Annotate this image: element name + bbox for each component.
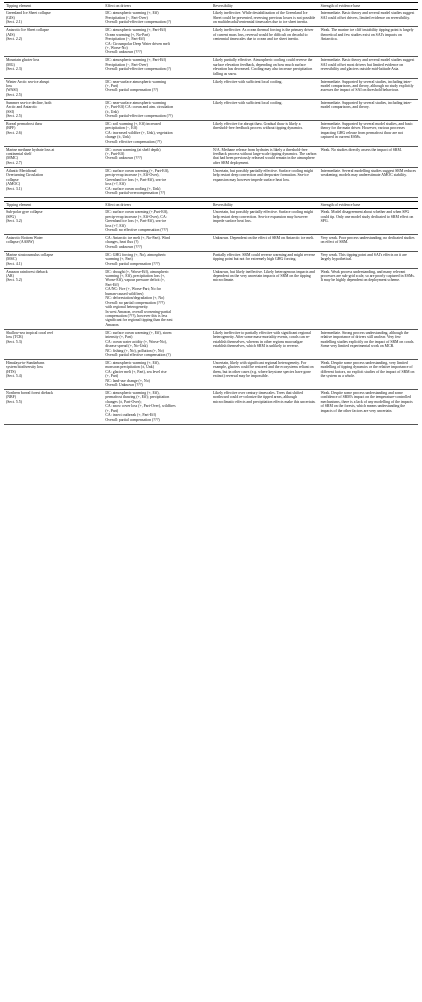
tipping-element-cell	[4, 359, 103, 389]
driver-line: Overall: partial-effective compensation (?)	[105, 20, 171, 25]
reversibility-cell: Partially effective. SRM could reverse warming and might reverse tipping point but not for extremely high GHG forcing.	[211, 251, 319, 268]
effect-on-drivers-cell	[103, 209, 211, 235]
driver-line: DC: atmospheric warming (+, Part-Eff)	[105, 58, 167, 63]
evidence-cell: Intermediate. Supported by several model studies, and basic theory for the main driver. However, various processes impacting GHG release from permafrost thaw are not captured in current ESMs.	[319, 120, 418, 146]
table-row	[4, 390, 418, 425]
evidence-cell: Weak. Weak process understanding, and many relevant processes are sub-grid scale, so are poorly captured in ESMs. It may be highly dependent on deployment scheme.	[319, 268, 418, 329]
reversibility-cell: Unknown. Dependent on the effect of SRM on Antarctic ice melt.	[211, 235, 319, 252]
driver-line: Overall: partial-effective compensation (?)	[105, 67, 171, 72]
evidence-cell: Very weak. This tipping point and SAI's effects on it are largely hypothetical.	[319, 251, 418, 268]
tipping-element-line: Shallow-sea tropical coral reef	[6, 330, 54, 335]
driver-line: warming (+, Part)	[105, 257, 133, 262]
driver-line: disease spread (+, No-Unk)	[105, 344, 148, 349]
tipping-element-line: Boreal permafrost thaw	[6, 121, 43, 126]
tipping-element-line: (Sect. 5.5)	[6, 399, 22, 404]
tipping-element-cell	[4, 329, 103, 359]
tipping-element-line: (Sect. 2.3)	[6, 67, 22, 72]
driver-line: DC: ocean warming (at shelf depth)	[105, 147, 161, 152]
driver-line: compensation (???), however this is less	[105, 314, 168, 319]
driver-line: Greenland ice loss (+, Part-Eff), sea-ice	[105, 177, 167, 182]
effect-on-drivers-cell	[103, 146, 211, 167]
tipping-element-line: (SPG)	[6, 214, 16, 219]
evidence-cell: Intermediate. Supported by several studies, including inter-model comparisons, and theory, although no study explicitly assesses the impact of SAI on threshold behaviour.	[319, 78, 418, 99]
effect-on-drivers-cell	[103, 167, 211, 197]
evidence-cell: Weak. Despite some process understanding, very limited modelling of tipping dynamics or the relative importance of different factors, no explicit studies of the impact of SRM on the system as a whole.	[319, 359, 418, 389]
driver-line: (+, Part-Eff)	[105, 152, 125, 157]
header-tipping-element: Tipping element	[4, 3, 103, 10]
driver-line: DC: near-surface atmospheric warming	[105, 79, 167, 84]
table-row	[4, 27, 418, 57]
evidence-cell: Intermediate. Basic theory and several model studies suggest SAI could offset most drivers but limited evidence on reversibility and glaciers outside mid-latitude Asia.	[319, 57, 418, 78]
driver-line: CA: insect outbreak (+, Part-Eff)	[105, 413, 157, 418]
driver-line: loss (+?, Eff)	[105, 223, 126, 228]
driver-line: Worse-Eff), vapour pressure deficit (+,	[105, 278, 165, 283]
reversibility-cell: Likely effective over century timescales. Trees that shifted northward could re-colonize the tipped areas, although microclimatic effects and precipitation effects make this uncertain.	[211, 390, 319, 425]
driver-line: NC: fishing (+, No), pollution (+, No)	[105, 348, 164, 353]
driver-line: (+, Part)	[105, 374, 119, 379]
tipping-element-line: (Sect. 2.1)	[6, 20, 22, 25]
tipping-element-line: Greenland Ice Sheet collapse	[6, 11, 51, 16]
driver-line: Amazon.	[105, 322, 120, 327]
tipping-element-cell	[4, 251, 103, 268]
table-row	[4, 251, 418, 268]
effect-on-drivers-cell	[103, 99, 211, 120]
driver-line: Overall: partial compensation (???)	[105, 261, 160, 266]
effect-on-drivers-cell	[103, 268, 211, 329]
driver-line: DC: near-surface atmospheric warming	[105, 100, 167, 105]
driver-line: CA: increased wildfire (+, Unk), vegetation	[105, 130, 173, 135]
effect-on-drivers-cell	[103, 78, 211, 99]
tipping-element-line: Antarctic Bottom Water	[6, 236, 43, 240]
tipping-element-line: (HTS)	[6, 369, 16, 374]
driver-line: DC: atmospheric warming (+, Eff)	[105, 11, 159, 16]
reversibility-cell: Uncertain, likely with significant regional heterogeneity. For example, glaciers could be restored and the ecosystems reliant on them, but in other cases (e.g. where keystone species have gone extinct) reversal may be impossible.	[211, 359, 319, 389]
tipping-element-line: continental shelf	[6, 152, 32, 157]
driver-line: Overall: unknown (???)	[105, 50, 142, 55]
tipping-element-cell	[4, 99, 103, 120]
tipping-element-cell	[4, 57, 103, 78]
driver-line: precipitation (−, Eff)	[105, 126, 138, 131]
table-row	[4, 167, 418, 197]
tipping-element-line: loss	[6, 83, 12, 88]
table-header-row-repeat	[4, 201, 418, 208]
driver-line: CA: Circumpolar Deep Water driven melt	[105, 41, 170, 46]
driver-line: CA: Antarctic ice melt (+, No-Part). Wind	[105, 236, 171, 240]
effect-on-drivers-cell	[103, 359, 211, 389]
evidence-cell: Intermediate. Supported by several studies, including inter-model comparisons, and theory.	[319, 99, 418, 120]
driver-line: warming (+, Eff), precipitation loss (+,	[105, 273, 166, 278]
driver-line: DC: atmospheric warming (+, Eff),	[105, 360, 160, 365]
driver-line: DC: surface ocean warming (+, Part-Eff),	[105, 168, 170, 173]
table-body-2	[4, 209, 418, 424]
tipping-element-line: system biodiversity loss	[6, 365, 43, 370]
tipping-element-line: collapse	[6, 177, 19, 182]
driver-line: loss (+?, Eff)	[105, 182, 126, 187]
table-header-row	[4, 3, 418, 10]
driver-line: Overall: partial compensation (??)	[105, 88, 158, 93]
effect-on-drivers-cell	[103, 235, 211, 252]
driver-line: Overall: partial-overcompensation (??)	[105, 191, 166, 196]
driver-line: Overall: partial effective compensation (?)	[105, 353, 171, 358]
tipping-element-line: (MSC)	[6, 257, 17, 262]
driver-line: Ocean warming (+, No-Part)	[105, 32, 150, 37]
reversibility-cell: Likely partially effective. Atmospheric cooling could reverse the surface elevation feedback, depending on how much surface elevation has decreased. Cooling may also increase precipitation falling as snow.	[211, 57, 319, 78]
tipping-element-line: Sub-polar gyre collapse	[6, 210, 43, 215]
effect-on-drivers-cell	[103, 10, 211, 27]
tipping-element-line: (AMOC)	[6, 182, 21, 187]
tipping-element-cell	[4, 268, 103, 329]
driver-line: Precipitation (−, Part-Over)	[105, 62, 148, 67]
table-row	[4, 209, 418, 235]
table-row	[4, 235, 418, 252]
tipping-element-line: (Sect. 2.2)	[6, 37, 22, 42]
tipping-element-cell	[4, 209, 103, 235]
reversibility-cell: Likely ineffective to partially effective with significant regional heterogeneity. After some mass-mortality events, corals can re-establish themselves, whereas in other regions macroalgae establish themselves, which SRM is unlikely to reverse.	[211, 329, 319, 359]
reversibility-cell: Uncertain, but possibly partially effective. Surface cooling might help restart deep convection and deepwater formation. Sea-ice expansion may however impede surface heat loss.	[211, 167, 319, 197]
header-reversibility: Reversibility	[211, 201, 319, 208]
driver-line: change (±, Unk)	[105, 135, 131, 140]
header-evidence-base: Strength of evidence base	[319, 3, 418, 10]
reversibility-cell: Likely effective with sufficient local cooling.	[211, 78, 319, 99]
driver-line: DC: drought (+, Worse-Eff), atmospheric	[105, 269, 169, 274]
tipping-element-line: Marine methane hydrate loss at	[6, 147, 55, 152]
driver-line: CA/NC: Fire (+, Worse-Part; No for	[105, 287, 161, 292]
effect-on-drivers-cell	[103, 57, 211, 78]
tipping-element-cell	[4, 120, 103, 146]
tipping-element-line: Marine stratocumulus collapse	[6, 252, 54, 257]
driver-line: DC: soil warming (+, Eff) increased	[105, 121, 161, 126]
driver-line: changes, heat flux (?)	[105, 240, 139, 245]
driver-line: NC: land-use change (+, No)	[105, 378, 150, 383]
reversibility-cell: Unknown, but likely ineffective. Likely heterogenous impacts and dependent on the very uncertain impacts of SRM on the tipping microclimate.	[211, 268, 319, 329]
header-effect-on-drivers: Effect on drivers	[103, 201, 211, 208]
tipping-element-line: (Sect. 2.6)	[6, 130, 22, 135]
table-body-1	[4, 10, 418, 197]
tipping-element-line: Amazon rainforest dieback	[6, 269, 48, 274]
table-row	[4, 10, 418, 27]
tipping-element-line: (Sect. 2.7)	[6, 160, 22, 165]
tipping-element-line: Winter Arctic sea-ice abrupt	[6, 79, 50, 84]
driver-line: DC: atmospheric warming (+, Eff),	[105, 391, 160, 395]
driver-line: Greenland ice loss (+, Part-Eff), sea-ice	[105, 219, 167, 224]
tipping-element-line: (Sect. 5.2)	[6, 278, 22, 283]
driver-line: Overall: no effective compensation (???)	[105, 228, 169, 233]
evidence-cell: Weak. Despite some process understanding and some confidence of SRM's impact on the temperature-controlled mechanisms, there is a lack of any modelling of the impacts of SRM on the forests, which means understanding the impacts of the other factors are very uncertain.	[319, 390, 418, 425]
table-row	[4, 57, 418, 78]
tipping-element-line: (Sect. 2.5)	[6, 114, 22, 119]
tipping-element-line: (AR)	[6, 273, 14, 278]
driver-line: significant for regional tipping than the east	[105, 318, 173, 323]
driver-line: CA: surface ocean cooling (+, Unk)	[105, 186, 161, 191]
evidence-cell: Weak. No studies directly assess the impact of SRM.	[319, 146, 418, 167]
reversibility-cell: Uncertain, but possibly partially effective. Surface cooling might help restart deep convection. Sea-ice expansion may however impede surface heat loss.	[211, 209, 319, 235]
driver-line: (+, Part)	[105, 408, 119, 413]
tipping-element-cell	[4, 10, 103, 27]
tipping-element-line: Overturning Circulation	[6, 173, 44, 178]
driver-line: DC: surface ocean warming (+, Eff), storm	[105, 330, 172, 335]
evidence-cell: Very weak. Poor process understanding; no dedicated studies on effect of SRM.	[319, 235, 418, 252]
tipping-element-line: (GIS)	[6, 15, 15, 20]
tipping-elements-table	[4, 2, 418, 425]
driver-line: NC: deforestation/degradation (+, No)	[105, 296, 165, 301]
driver-line: Overall: Unknown (???)	[105, 383, 143, 388]
driver-line: (±, Unk)	[105, 109, 119, 114]
reversibility-cell: Likely effective for abrupt thaw. Gradual thaw is likely a threshold-free feedback process without tipping dynamics.	[211, 120, 319, 146]
driver-line: with regional heterogeneity.	[105, 305, 149, 310]
driver-line: monsoon precipitation (±, Unk)	[105, 365, 155, 370]
tipping-element-cell	[4, 235, 103, 252]
tipping-element-line: (WASI)	[6, 88, 18, 93]
header-reversibility: Reversibility	[211, 3, 319, 10]
evidence-cell: Weak. Model disagreement about whether and when SPG could tip. Only one model study dedicated to SRM effect on SPG.	[319, 209, 418, 235]
table-row	[4, 268, 418, 329]
driver-line: Overall: no partial compensation (???)	[105, 300, 165, 305]
reversibility-cell: N/A. Methane release from hydrates is likely a threshold-free feedback process without large-scale tipping dynamics. The carbon that had been previously released would remain in the atmosphere after SRM deployment.	[211, 146, 319, 167]
tipping-element-cell	[4, 167, 103, 197]
evidence-cell: Intermediate. Basic theory and several model studies suggest SAI could offset drivers, limited evidence on reversibility.	[319, 10, 418, 27]
tipping-element-line: (AIS)	[6, 32, 15, 37]
tipping-element-line: Summer sea-ice decline, both	[6, 100, 52, 105]
tipping-element-line: Atlantic Meridional	[6, 168, 37, 173]
driver-line: (+, Worse-No)	[105, 46, 128, 51]
table-row	[4, 120, 418, 146]
tipping-element-line: Arctic and Antarctic	[6, 105, 38, 110]
table-row	[4, 78, 418, 99]
driver-line: CA: ocean water acidity (+, Worse-No),	[105, 339, 167, 344]
tipping-element-cell	[4, 78, 103, 99]
table-row	[4, 146, 418, 167]
driver-line: DC: atmospheric warming (+, Part-Eff)	[105, 28, 167, 33]
driver-line: CA: snow cover loss (+, Part-Over), wildfires	[105, 404, 176, 409]
tipping-element-line: Mountain glacier loss	[6, 58, 40, 63]
tipping-element-line: Northern boreal forest dieback	[6, 391, 54, 395]
tipping-element-line: Himalaya-to-Sundarbans	[6, 360, 45, 365]
tipping-element-line: (Sect. 5.3)	[6, 339, 22, 344]
driver-line: permafrost thawing (+, Eff); precipitation	[105, 395, 170, 400]
reversibility-cell: Likely ineffective. As ocean thermal forcing is the primary driver of current mass loss, reversal would be difficult on decadal to centennial timescales due to ocean and ice sheet inertia.	[211, 27, 319, 57]
tipping-element-line: (Sect. 4.1)	[6, 261, 22, 266]
driver-line: DC: GHG forcing (+, No), atmospheric	[105, 252, 167, 257]
driver-line: DC: surface ocean warming (+,Part-Eff),	[105, 210, 169, 215]
tipping-element-cell	[4, 390, 103, 425]
reversibility-cell: Likely ineffective. While destabilization of the Greenland Ice Sheet could be prevented, reversing previous losses is not possible on multidecadal/centennial timescales due to ice sheet inertia.	[211, 10, 319, 27]
header-effect-on-drivers: Effect on drivers	[103, 3, 211, 10]
driver-line: CA: glacier melt (+, Part), sea level rise	[105, 369, 167, 374]
driver-line: Overall: partial-effective compensation (??)	[105, 114, 173, 119]
tipping-element-line: (Sect. 3.1)	[6, 186, 22, 191]
table-row	[4, 359, 418, 389]
driver-line: Overall: partial compensation (???)	[105, 417, 160, 422]
driver-line: Precipitation (−, Part-Eff)	[105, 37, 145, 42]
effect-on-drivers-cell	[103, 390, 211, 425]
driver-line: (+, Part-Eff) CA: ocean and atm. circulation	[105, 105, 174, 110]
effect-on-drivers-cell	[103, 27, 211, 57]
tipping-element-line: (SSI)	[6, 109, 15, 114]
tipping-element-line: (Sect. 3.2)	[6, 219, 22, 224]
driver-line: intensity (+, Part)	[105, 335, 133, 340]
tipping-element-line: (MG)	[6, 62, 15, 67]
evidence-cell: Weak. The marine ice cliff instability tipping point is largely theoretical and few studies exist on SAI's impacts on Antarctica.	[319, 27, 418, 57]
tipping-element-line: (MMC)	[6, 156, 18, 161]
tipping-element-line: collapse (AABW)	[6, 240, 34, 245]
driver-line: precip-evap increase (+, Eff-Over),	[105, 173, 160, 178]
driver-line: Overall: effective compensation (??)	[105, 139, 162, 144]
table-row	[4, 329, 418, 359]
evidence-cell: Intermediate. Strong process understanding, although the relative importance of drivers still unclear. Very few modelling studies explicitly on the impact of SRM on corals. Some very limited experimental work on MCB.	[319, 329, 418, 359]
effect-on-drivers-cell	[103, 120, 211, 146]
driver-line: Part-Eff)	[105, 282, 119, 287]
evidence-cell: Intermediate. Several modelling studies suggest SRM reduces weakening; models may underestimate AMOC stability.	[319, 167, 418, 197]
driver-line: (+, Part)	[105, 83, 119, 88]
tipping-element-line: (BPF)	[6, 126, 16, 131]
tipping-element-line: loss (TCR)	[6, 335, 23, 340]
table-row	[4, 99, 418, 120]
tipping-element-line: (NBF)	[6, 395, 17, 400]
driver-line: precip-evap increase (+, Eff-Over), CA:	[105, 214, 167, 219]
driver-line: Overall: unknown (???)	[105, 156, 142, 161]
tipping-element-line: (Sect. 5.4)	[6, 374, 22, 379]
driver-line: changes (±, Part-Over);	[105, 399, 142, 404]
tipping-element-cell	[4, 27, 103, 57]
driver-line: Precipitation (−, Part-Over)	[105, 15, 148, 20]
tipping-element-line: Antarctic Ice Sheet collapse	[6, 28, 50, 33]
document-page	[4, 2, 418, 425]
driver-line: human-caused wildfires)	[105, 291, 144, 296]
driver-line: In west Amazon, overall worsening-partial	[105, 309, 172, 314]
header-evidence-base: Strength of evidence base	[319, 201, 418, 208]
tipping-element-line: (Sect. 2.5)	[6, 92, 22, 97]
reversibility-cell: Likely effective with sufficient local cooling.	[211, 99, 319, 120]
effect-on-drivers-cell	[103, 251, 211, 268]
tipping-element-cell	[4, 146, 103, 167]
effect-on-drivers-cell	[103, 329, 211, 359]
header-tipping-element: Tipping element	[4, 201, 103, 208]
driver-line: Overall: unknown (???)	[105, 244, 142, 249]
